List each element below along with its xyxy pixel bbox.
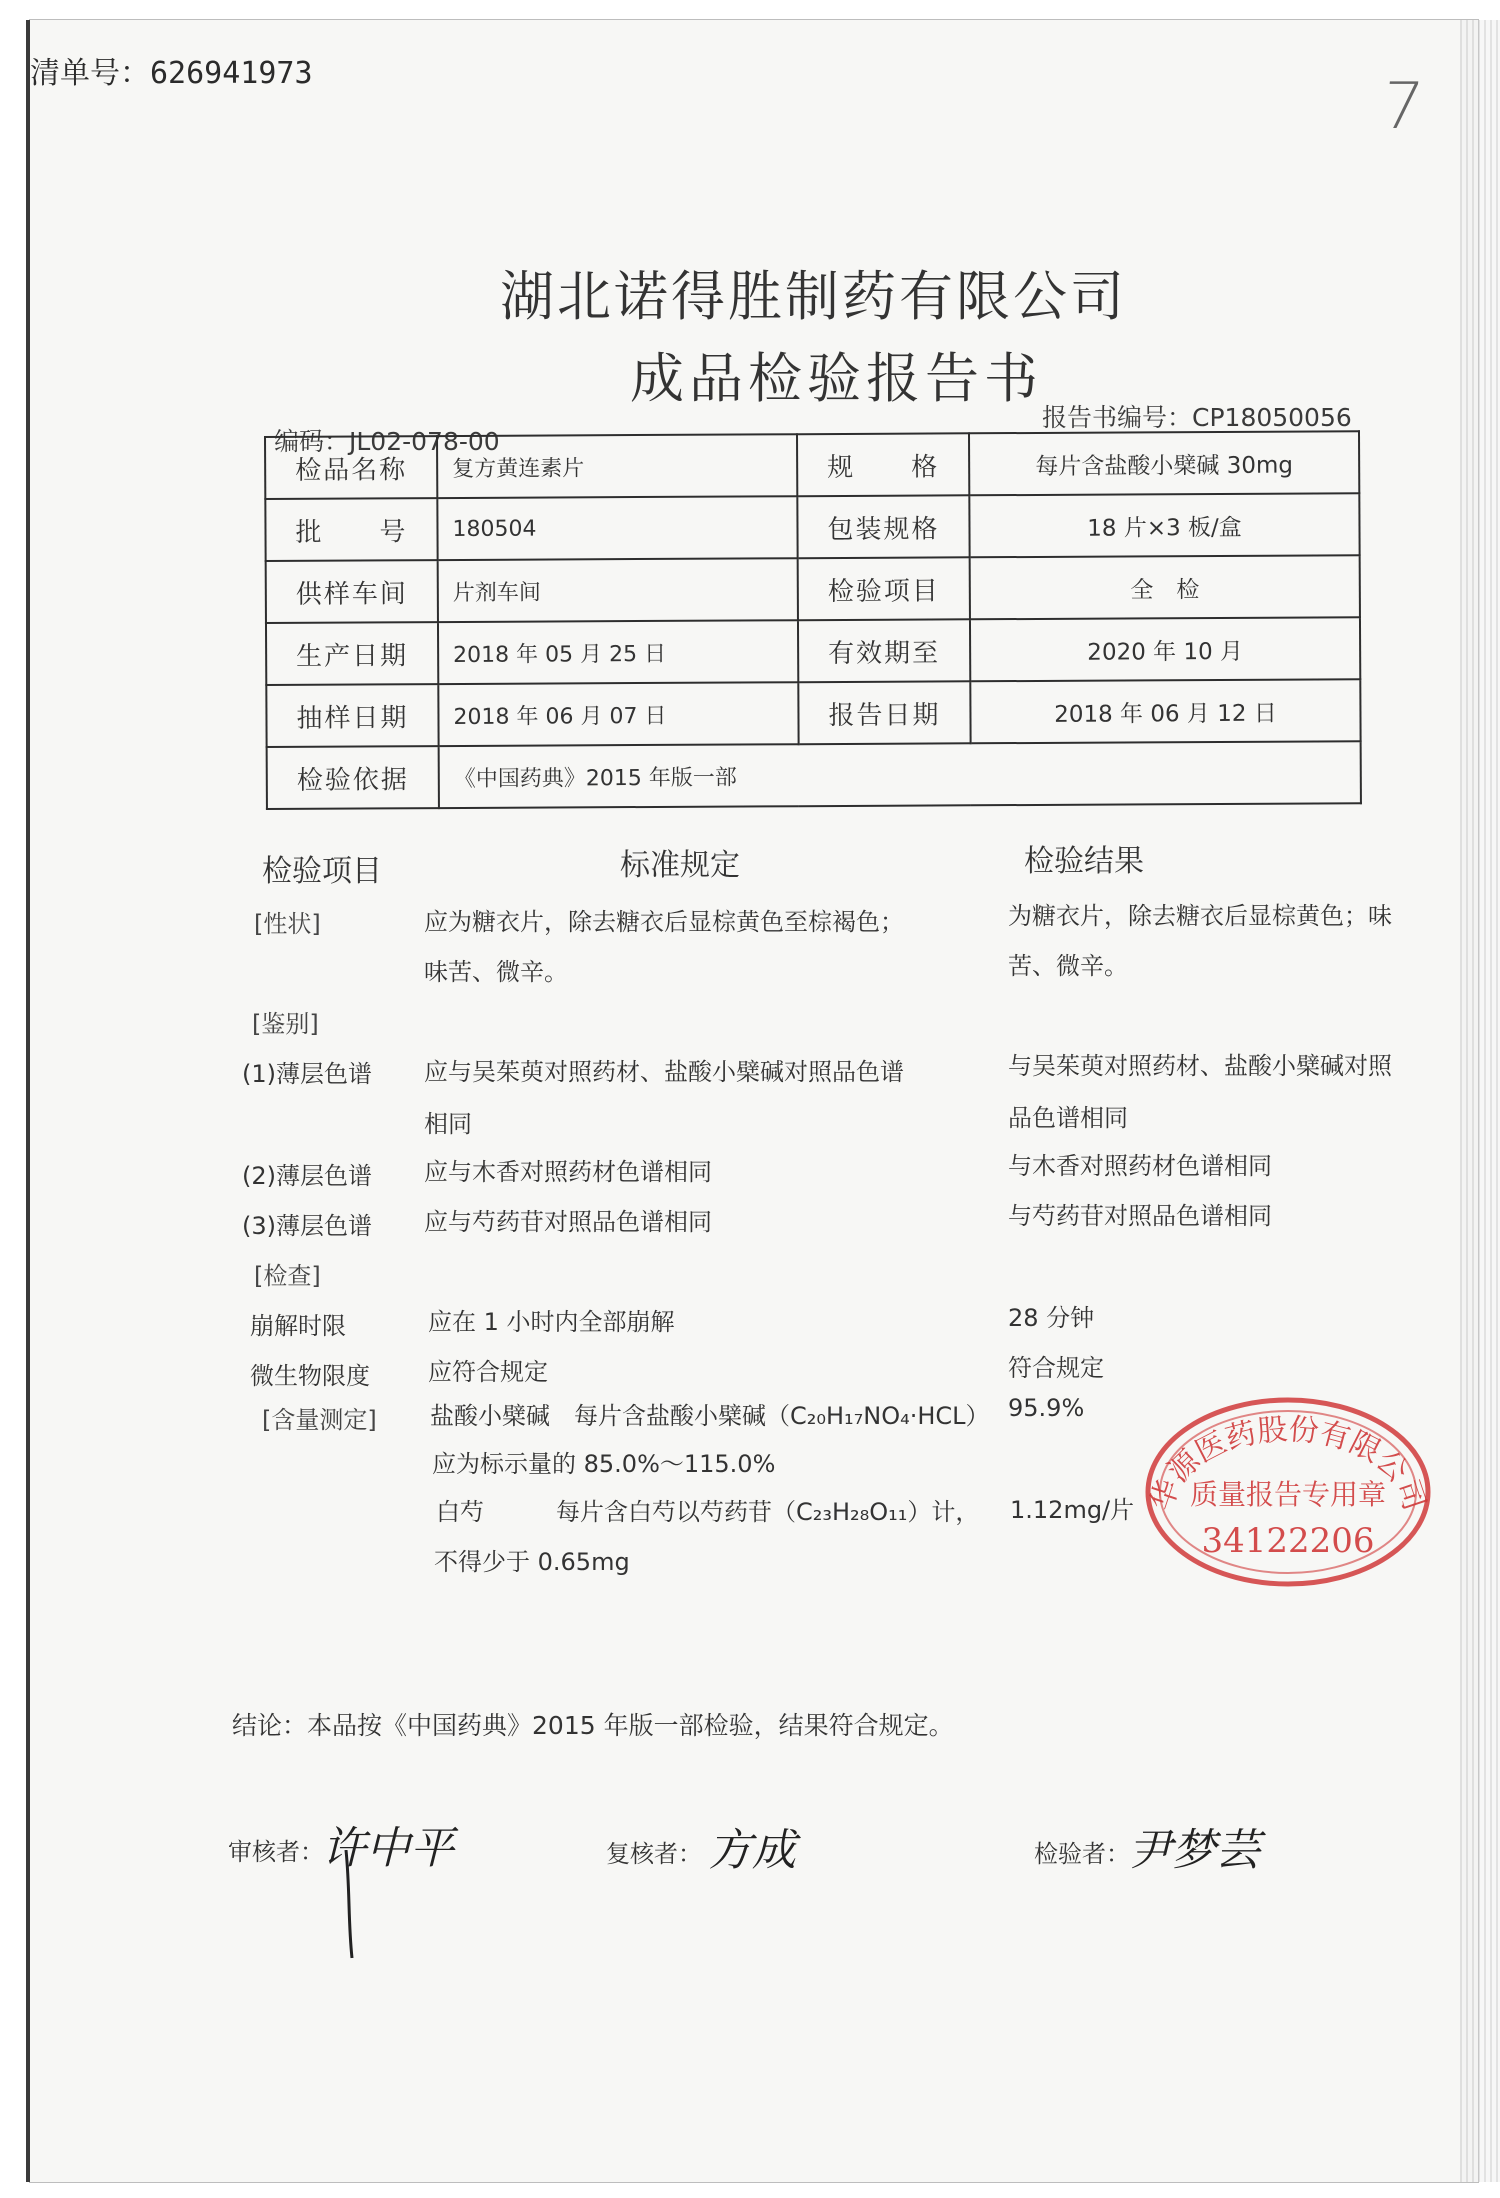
- spec-label: 规 格: [797, 433, 969, 496]
- microbial-standard: 应符合规定: [428, 1358, 548, 1386]
- tlc1-label: (1)薄层色谱: [242, 1060, 372, 1088]
- seal-company: 华源医药股份有限公司: [1144, 1412, 1432, 1515]
- tlc1-result-2: 品色谱相同: [1008, 1104, 1128, 1132]
- section-assay: [含量测定]: [262, 1406, 377, 1434]
- product-info-table: [264, 430, 1362, 810]
- table-row: [266, 617, 1360, 685]
- header-standard: 标准规定: [620, 848, 740, 883]
- prod-date-label: 生产日期: [266, 622, 438, 685]
- signature-stroke: [336, 1850, 366, 1960]
- reviewer-label: 复核者：: [606, 1840, 702, 1868]
- conclusion: 结论：本品按《中国药典》2015 年版一部检验，结果符合规定。: [232, 1711, 954, 1740]
- sample-date-value: 2018 年 06 月 07 日: [438, 682, 798, 746]
- tlc3-result: 与芍药苷对照品色谱相同: [1008, 1202, 1272, 1230]
- item-label: 检验项目: [798, 557, 970, 620]
- report-date-value: 2018 年 06 月 12 日: [970, 679, 1360, 743]
- batch-label: 批 号: [265, 498, 437, 561]
- report-title: 成品检验报告书: [630, 347, 1043, 410]
- basis-value: 《中国药典》2015 年版一部: [439, 741, 1361, 808]
- table-row: [265, 431, 1359, 499]
- microbial-result: 符合规定: [1008, 1354, 1104, 1382]
- workshop-value: 片剂车间: [438, 558, 798, 622]
- package-value: 18 片×3 板/盒: [969, 493, 1359, 557]
- batch-value: 180504: [437, 496, 797, 560]
- serial-number: 清单号：626941973: [30, 56, 313, 91]
- table-row: [266, 679, 1360, 747]
- tlc3-standard: 应与芍药苷对照品色谱相同: [424, 1208, 712, 1236]
- spec-value: 每片含盐酸小檗碱 30mg: [969, 431, 1359, 495]
- table-row: [265, 493, 1359, 561]
- item-value: 全 检: [970, 555, 1360, 619]
- disintegration-result: 28 分钟: [1008, 1304, 1095, 1332]
- report-date-label: 报告日期: [798, 681, 970, 744]
- table-row: [267, 741, 1361, 809]
- table-row: [266, 555, 1360, 623]
- expiry-value: 2020 年 10 月: [970, 617, 1360, 681]
- stacked-page-edges: [1460, 20, 1500, 2182]
- tlc1-standard-2: 相同: [424, 1110, 472, 1138]
- expiry-label: 有效期至: [798, 619, 970, 682]
- inspector-signature: 尹梦芸: [1128, 1825, 1260, 1876]
- assay-standard-1: 盐酸小檗碱 每片含盐酸小檗碱（C₂₀H₁₇NO₄·HCL）: [430, 1402, 990, 1430]
- product-value: 复方黄连素片: [437, 434, 797, 498]
- assay-result-3: 1.12mg/片: [1010, 1496, 1135, 1524]
- header-result: 检验结果: [1024, 844, 1144, 879]
- basis-label: 检验依据: [267, 746, 439, 809]
- approver-signature: 许中平: [322, 1823, 454, 1874]
- tlc1-standard-1: 应与吴茱萸对照药材、盐酸小檗碱对照品色谱: [424, 1058, 904, 1086]
- product-label: 检品名称: [265, 436, 437, 499]
- assay-standard-4: 不得少于 0.65mg: [434, 1548, 630, 1576]
- microbial-label: 微生物限度: [250, 1362, 370, 1390]
- prod-date-value: 2018 年 05 月 25 日: [438, 620, 798, 684]
- tlc2-label: (2)薄层色谱: [242, 1162, 372, 1190]
- approver-label: 审核者：: [228, 1838, 324, 1866]
- tlc3-label: (3)薄层色谱: [242, 1212, 372, 1240]
- inspector-label: 检验者：: [1034, 1840, 1130, 1868]
- seal-subtitle: 质量报告专用章: [1189, 1478, 1387, 1511]
- header-item: 检验项目: [262, 854, 382, 889]
- company-name: 湖北诺得胜制药有限公司: [500, 265, 1127, 328]
- section-appearance: [性状]: [254, 910, 321, 938]
- workshop-label: 供样车间: [266, 560, 438, 623]
- tlc1-result-1: 与吴茱萸对照药材、盐酸小檗碱对照: [1008, 1052, 1392, 1080]
- assay-standard-2: 应为标示量的 85.0%～115.0%: [432, 1450, 776, 1478]
- tlc2-standard: 应与木香对照药材色谱相同: [424, 1158, 712, 1186]
- sample-date-label: 抽样日期: [266, 684, 438, 747]
- appearance-standard-1: 应为糖衣片，除去糖衣后显棕黄色至棕褐色；: [424, 908, 904, 936]
- appearance-result-1: 为糖衣片，除去糖衣后显棕黄色；味: [1008, 902, 1392, 930]
- assay-result-1: 95.9%: [1008, 1394, 1085, 1422]
- assay-standard-3: 白芍 每片含白芍以芍药苷（C₂₃H₂₈O₁₁）计，: [436, 1498, 980, 1526]
- form-code: 编码：JL02-078-00: [274, 427, 500, 456]
- appearance-result-2: 苦、微辛。: [1008, 952, 1128, 980]
- disintegration-label: 崩解时限: [250, 1312, 346, 1340]
- report-number: 报告书编号：CP18050056: [1042, 403, 1352, 432]
- quality-report-seal: [1138, 1392, 1438, 1592]
- tlc2-result: 与木香对照药材色谱相同: [1008, 1152, 1272, 1180]
- reviewer-signature: 方成: [708, 1825, 796, 1876]
- seal-number: 34122206: [1201, 1521, 1375, 1561]
- disintegration-standard: 应在 1 小时内全部崩解: [428, 1308, 675, 1336]
- handwritten-page-number: 7: [1378, 70, 1427, 144]
- package-label: 包装规格: [797, 495, 969, 558]
- section-inspection: [检查]: [254, 1262, 321, 1290]
- section-identification: [鉴别]: [252, 1010, 319, 1038]
- appearance-standard-2: 味苦、微辛。: [424, 958, 568, 986]
